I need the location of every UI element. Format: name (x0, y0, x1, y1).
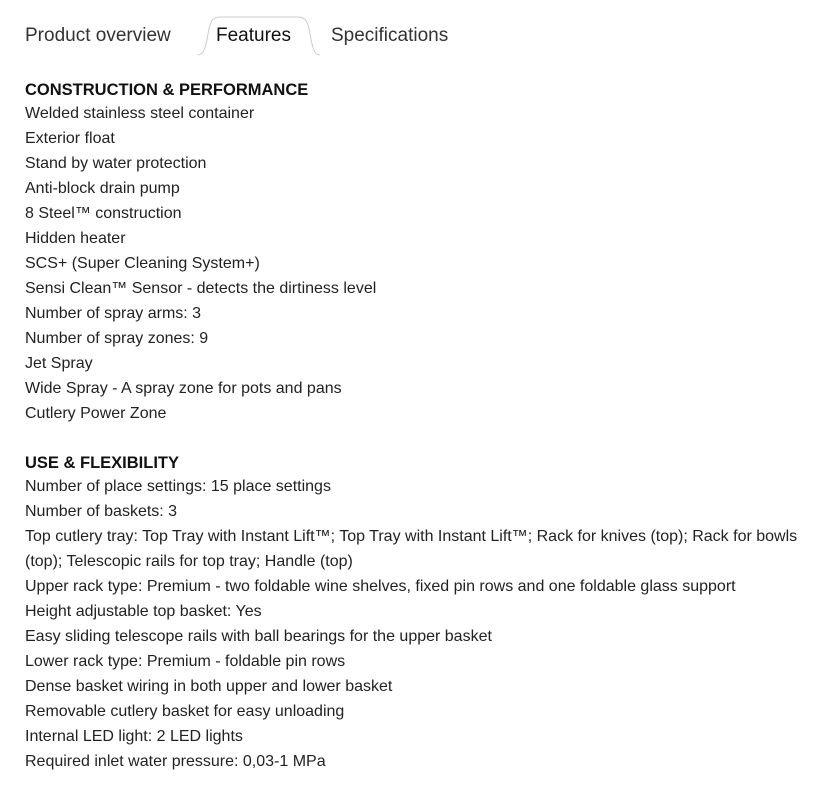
list-item: Sensi Clean™ Sensor - detects the dirtiness level (25, 280, 377, 297)
list-item: SCS+ (Super Cleaning System+) (25, 255, 260, 272)
list-item: Lower rack type: Premium - foldable pin rows (25, 653, 346, 670)
list-item: Exterior float (25, 130, 115, 147)
section-heading-use-flexibility: USE & FLEXIBILITY (25, 454, 180, 472)
list-item: Wide Spray - A spray zone for pots and pans (25, 380, 342, 397)
tab-features[interactable] (198, 16, 320, 56)
section-heading-construction: CONSTRUCTION & PERFORMANCE (25, 81, 309, 99)
list-item: 8 Steel™ construction (25, 205, 182, 222)
section-spacer (25, 426, 805, 451)
list-item: Dense basket wiring in both upper and lower basket (25, 678, 393, 695)
feature-list-use-flexibility (25, 474, 805, 774)
list-item: Number of baskets: 3 (25, 503, 178, 520)
tab-bar (0, 0, 813, 56)
list-item: Cutlery Power Zone (25, 405, 167, 422)
list-item: Height adjustable top basket: Yes (25, 603, 262, 620)
list-item: Anti-block drain pump (25, 180, 180, 197)
tab-product-overview[interactable]: Product overview (25, 25, 171, 46)
features-content (25, 78, 805, 774)
list-item: Easy sliding telescope rails with ball bearings for the upper basket (25, 628, 492, 645)
list-item: Number of spray arms: 3 (25, 305, 202, 322)
list-item: Removable cutlery basket for easy unloading (25, 703, 345, 720)
list-item: Welded stainless steel container (25, 105, 255, 122)
list-item: Required inlet water pressure: 0,03-1 MPa (25, 753, 326, 770)
list-item: Jet Spray (25, 355, 93, 372)
list-item: Number of spray zones: 9 (25, 330, 209, 347)
list-item: Top cutlery tray: Top Tray with Instant Lift™; Top Tray with Instant Lift™; Rack for knives (top); Rack for bowls (top); Telescopic rails for top tray; Handle (top) (25, 528, 798, 570)
tab-specifications[interactable]: Specifications (331, 25, 449, 46)
tab-features-label: Features (216, 25, 291, 46)
list-item: Number of place settings: 15 place settings (25, 478, 331, 495)
feature-list-construction (25, 101, 805, 426)
list-item: Upper rack type: Premium - two foldable wine shelves, fixed pin rows and one foldable glass support (25, 578, 736, 595)
list-item: Internal LED light: 2 LED lights (25, 728, 243, 745)
list-item: Stand by water protection (25, 155, 207, 172)
list-item: Hidden heater (25, 230, 126, 247)
